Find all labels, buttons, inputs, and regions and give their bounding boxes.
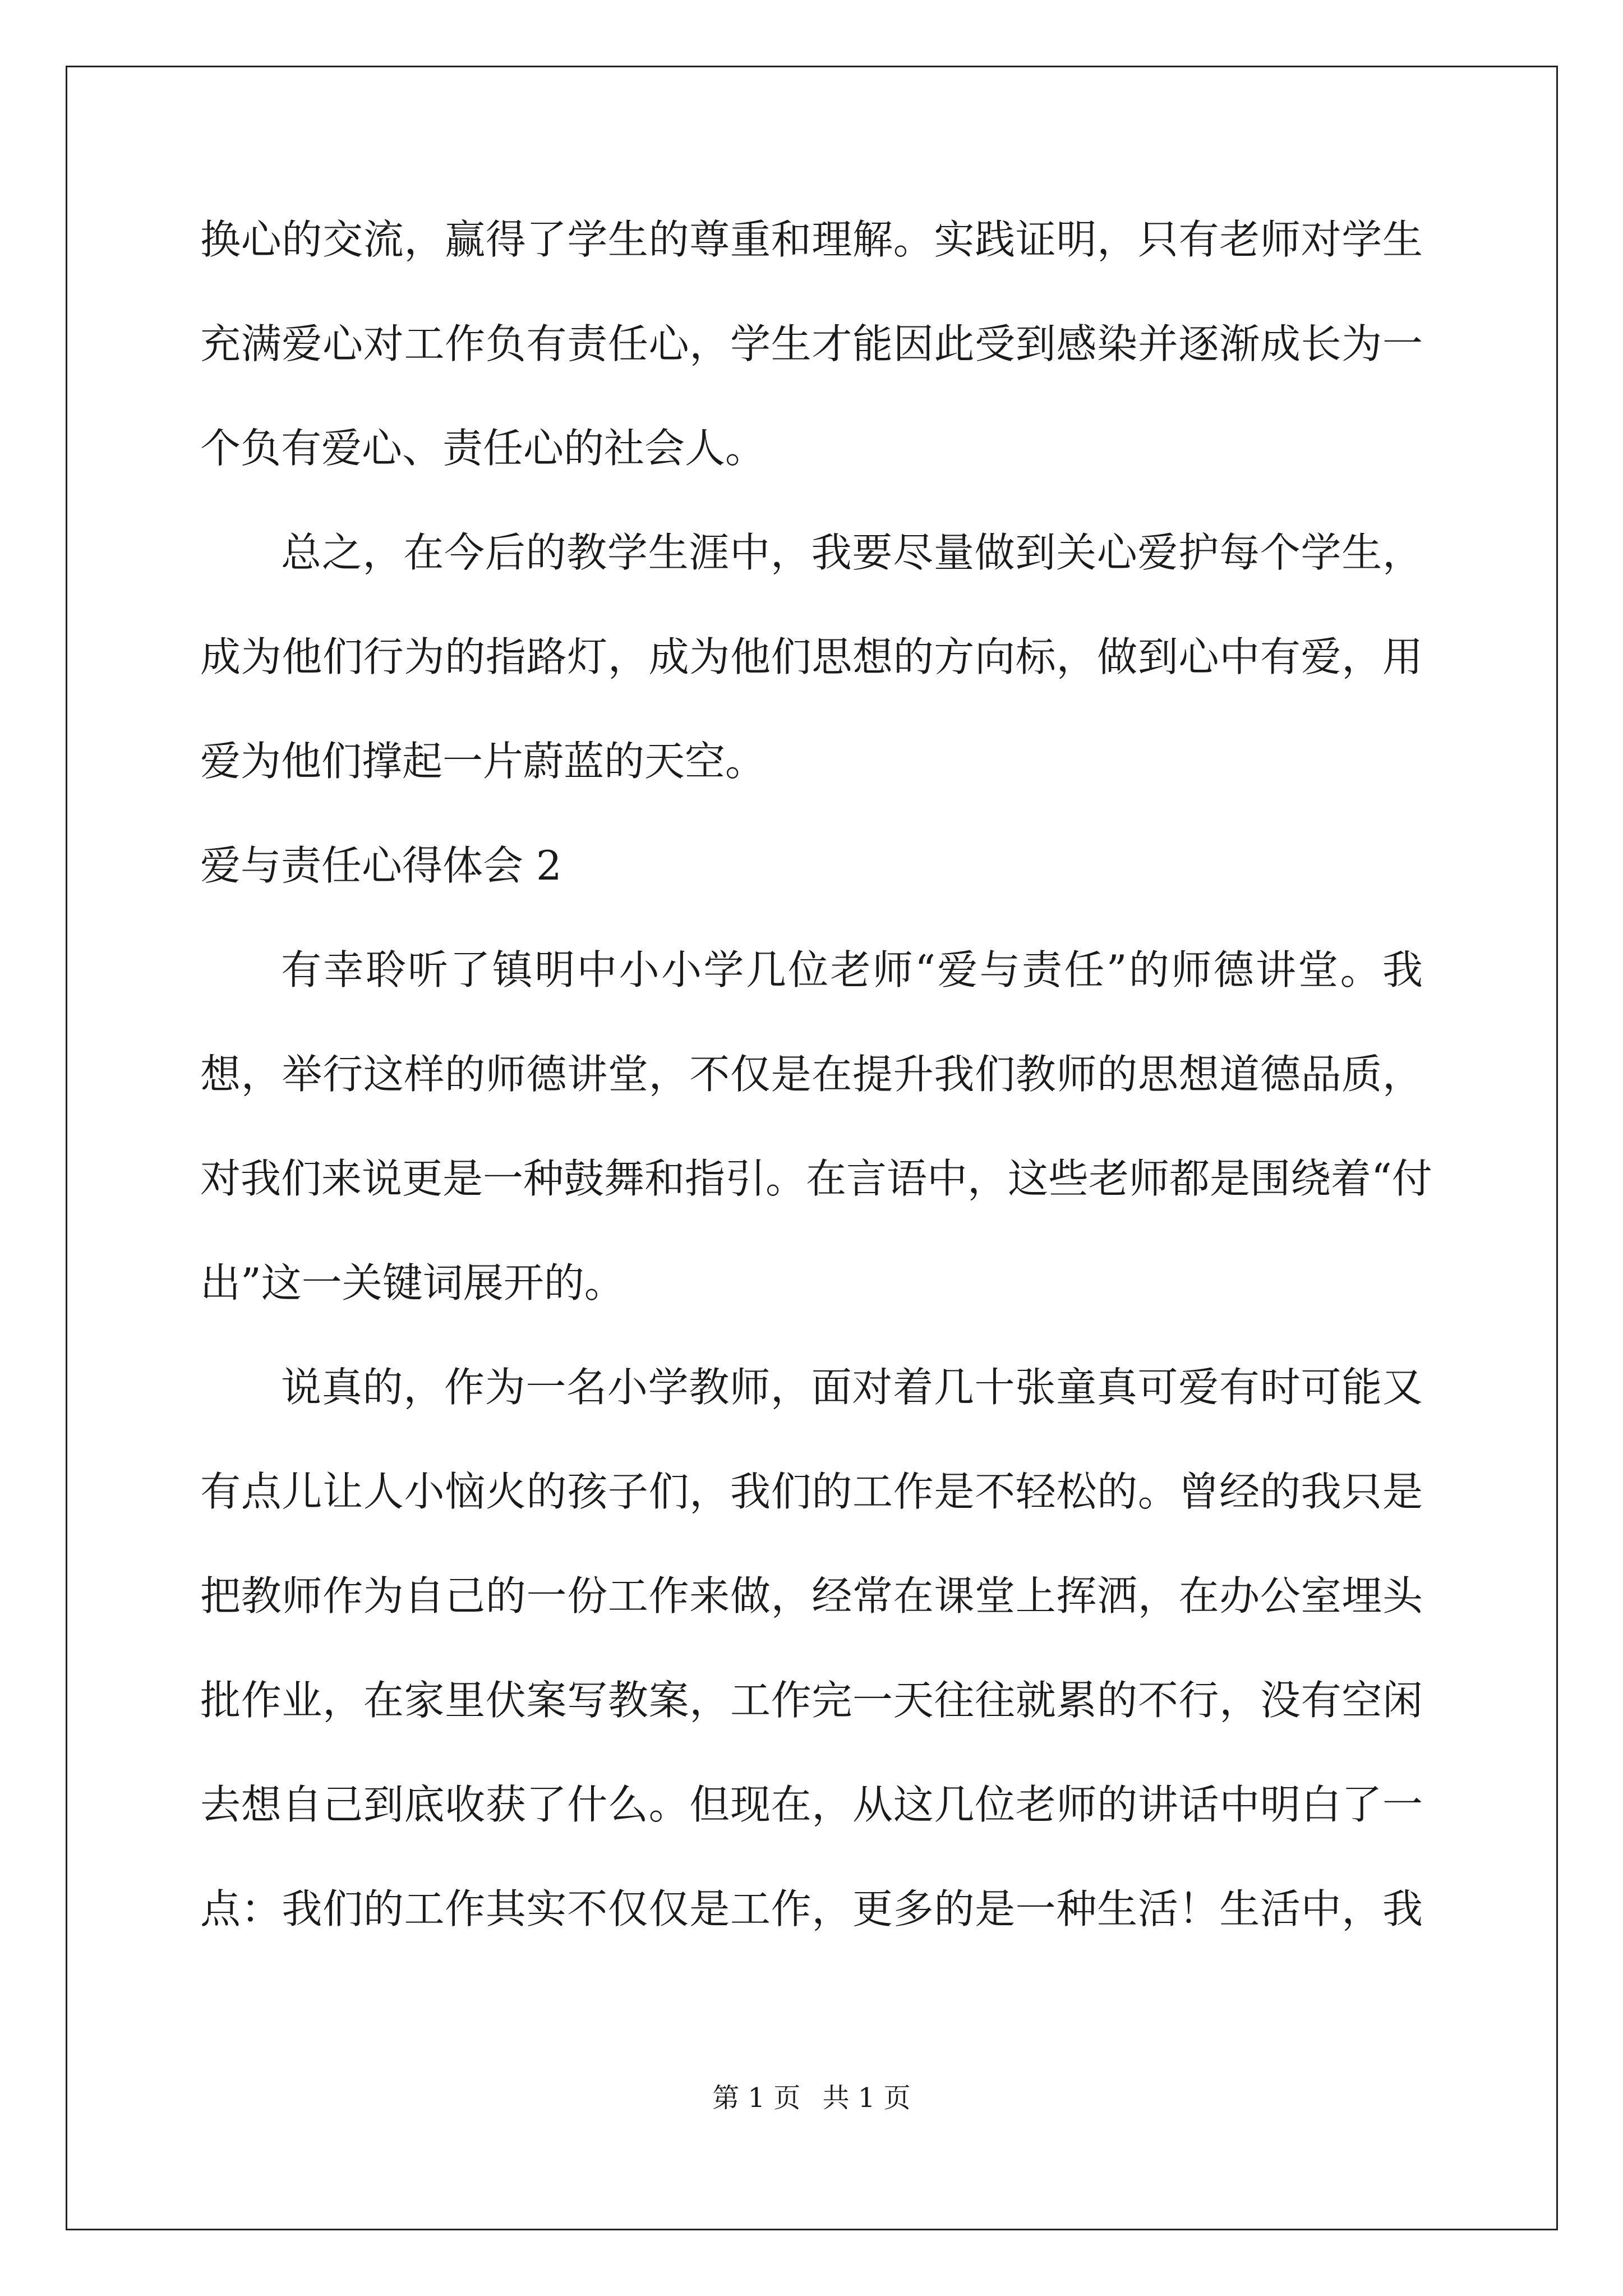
text-line: 换心的交流，赢得了学生的尊重和理解。实践证明，只有老师对学生 <box>200 216 1423 263</box>
text-line: 对我们来说更是一种鼓舞和指引。在言语中，这些老师都是围绕着“付 <box>200 1155 1432 1202</box>
text-line: 出”这一关键词展开的。 <box>200 1259 625 1306</box>
text-line: 去想自己到底收获了什么。但现在，从这几位老师的讲话中明白了一 <box>200 1781 1423 1828</box>
page-footer <box>0 2081 1623 2115</box>
text-line: 成为他们行为的指路灯，成为他们思想的方向标，做到心中有爱，用 <box>200 633 1423 680</box>
text-line: 批作业，在家里伏案写教案，工作完一天往往就累的不行，没有空闲 <box>200 1677 1423 1724</box>
section-heading: 爱与责任心得体会 2 <box>200 842 562 889</box>
text-line: 把教师作为自己的一份工作来做，经常在课堂上挥洒，在办公室埋头 <box>200 1572 1423 1619</box>
text-line: 爱为他们撑起一片蔚蓝的天空。 <box>200 738 766 785</box>
page-total: 共 1 页 <box>822 2082 911 2114</box>
text-line: 个负有爱心、责任心的社会人。 <box>200 425 766 472</box>
text-line: 有点儿让人小恼火的孩子们，我们的工作是不轻松的。曾经的我只是 <box>200 1468 1423 1515</box>
text-line: 点：我们的工作其实不仅仅是工作，更多的是一种生活！生活中，我 <box>200 1885 1423 1932</box>
page-number: 第 1 页 <box>712 2082 801 2114</box>
text-line: 有幸聆听了镇明中小小学几位老师“爱与责任”的师德讲堂。我 <box>281 946 1423 993</box>
text-line: 想，举行这样的师德讲堂，不仅是在提升我们教师的思想道德品质， <box>200 1051 1423 1098</box>
text-line: 总之，在今后的教学生涯中，我要尽量做到关心爱护每个学生， <box>281 529 1423 576</box>
text-line: 说真的，作为一名小学教师，面对着几十张童真可爱有时可能又 <box>281 1364 1423 1411</box>
text-line: 充满爱心对工作负有责任心，学生才能因此受到感染并逐渐成长为一 <box>200 320 1423 367</box>
